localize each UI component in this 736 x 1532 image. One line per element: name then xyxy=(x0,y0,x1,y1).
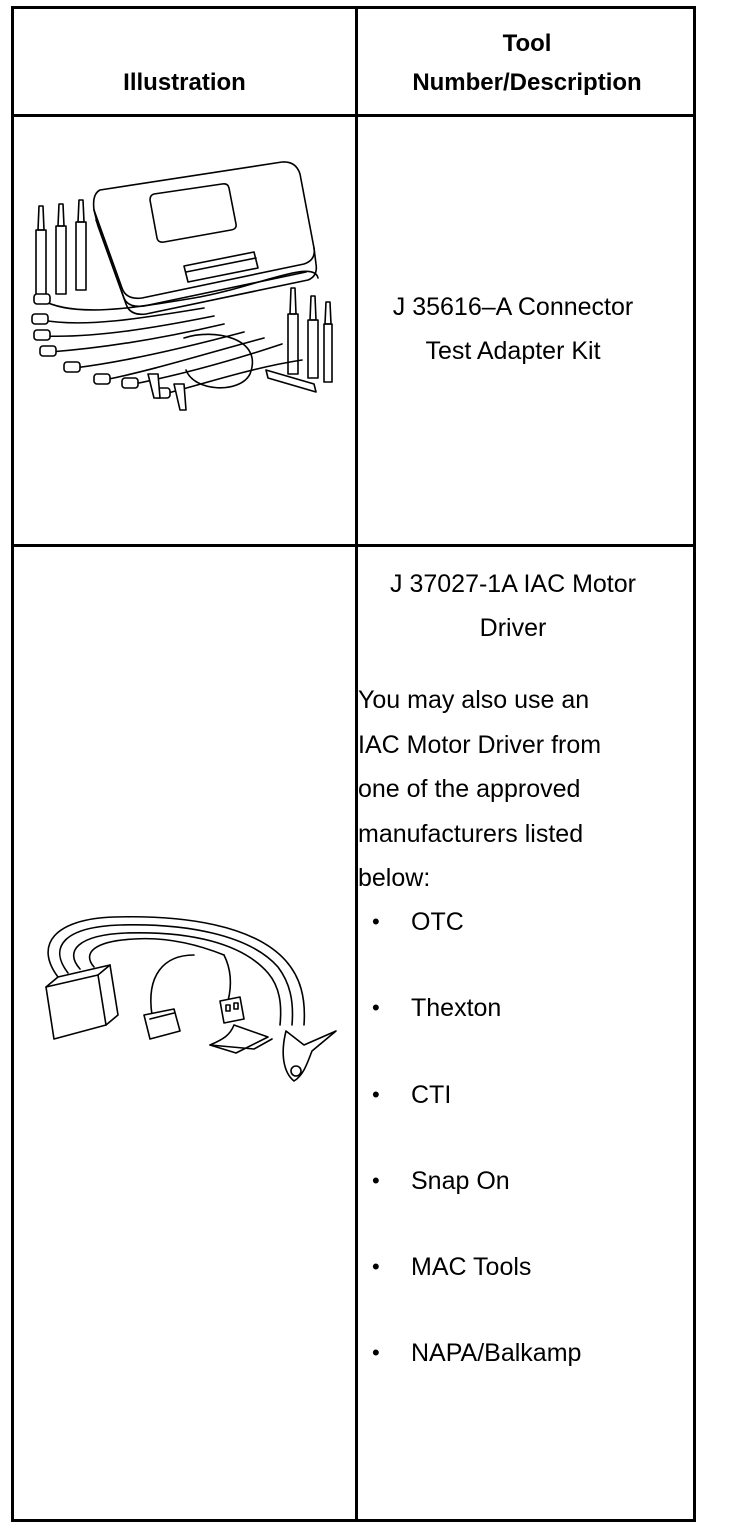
manufacturer-name: CTI xyxy=(411,1080,452,1109)
row2-title-line2: Driver xyxy=(479,614,547,642)
bullet-icon: • xyxy=(372,1167,380,1193)
row2-note-line: You may also use an xyxy=(358,686,590,714)
list-item xyxy=(358,1245,678,1331)
header-tool-label-line2: Number/Description xyxy=(412,69,642,96)
row-divider xyxy=(14,544,693,547)
manufacturer-name: Snap On xyxy=(411,1166,510,1195)
bullet-icon: • xyxy=(372,1340,380,1366)
list-item xyxy=(358,900,678,986)
bullet-icon: • xyxy=(372,995,380,1021)
manufacturer-name: NAPA/Balkamp xyxy=(411,1339,582,1368)
manufacturer-name: Thexton xyxy=(411,994,502,1023)
list-item xyxy=(358,1073,678,1159)
header-tool-label-line1: Tool xyxy=(502,30,552,57)
row2-note-line: one of the approved xyxy=(358,775,581,803)
manufacturer-name: MAC Tools xyxy=(411,1253,532,1282)
row2-note xyxy=(358,678,678,901)
row2-note-line: IAC Motor Driver from xyxy=(358,730,602,759)
list-item xyxy=(358,1159,678,1245)
list-item xyxy=(358,986,678,1072)
row2-note-line: manufacturers listed xyxy=(358,819,584,848)
header-tool-number-description xyxy=(358,9,696,114)
connector-test-adapter-kit-illustration xyxy=(14,148,334,418)
row1-title-line2: Test Adapter Kit xyxy=(425,337,601,365)
list-item xyxy=(358,1331,678,1417)
iac-motor-driver-illustration xyxy=(24,905,340,1095)
header-illustration xyxy=(14,9,355,114)
row2-note-line: below: xyxy=(358,864,431,892)
row2-description-title xyxy=(344,562,682,650)
manufacturer-name: OTC xyxy=(411,908,464,936)
row2-title-line1: J 37027-1A IAC Motor xyxy=(390,570,636,598)
row1-title-line1: J 35616–A Connector xyxy=(392,293,634,321)
row1-description xyxy=(344,285,682,373)
header-row-divider xyxy=(14,114,693,117)
bullet-icon: • xyxy=(372,1081,380,1107)
bullet-icon: • xyxy=(372,1254,380,1280)
header-illustration-label: Illustration xyxy=(123,69,246,96)
manufacturer-list xyxy=(358,900,678,1418)
bullet-icon: • xyxy=(372,909,380,934)
